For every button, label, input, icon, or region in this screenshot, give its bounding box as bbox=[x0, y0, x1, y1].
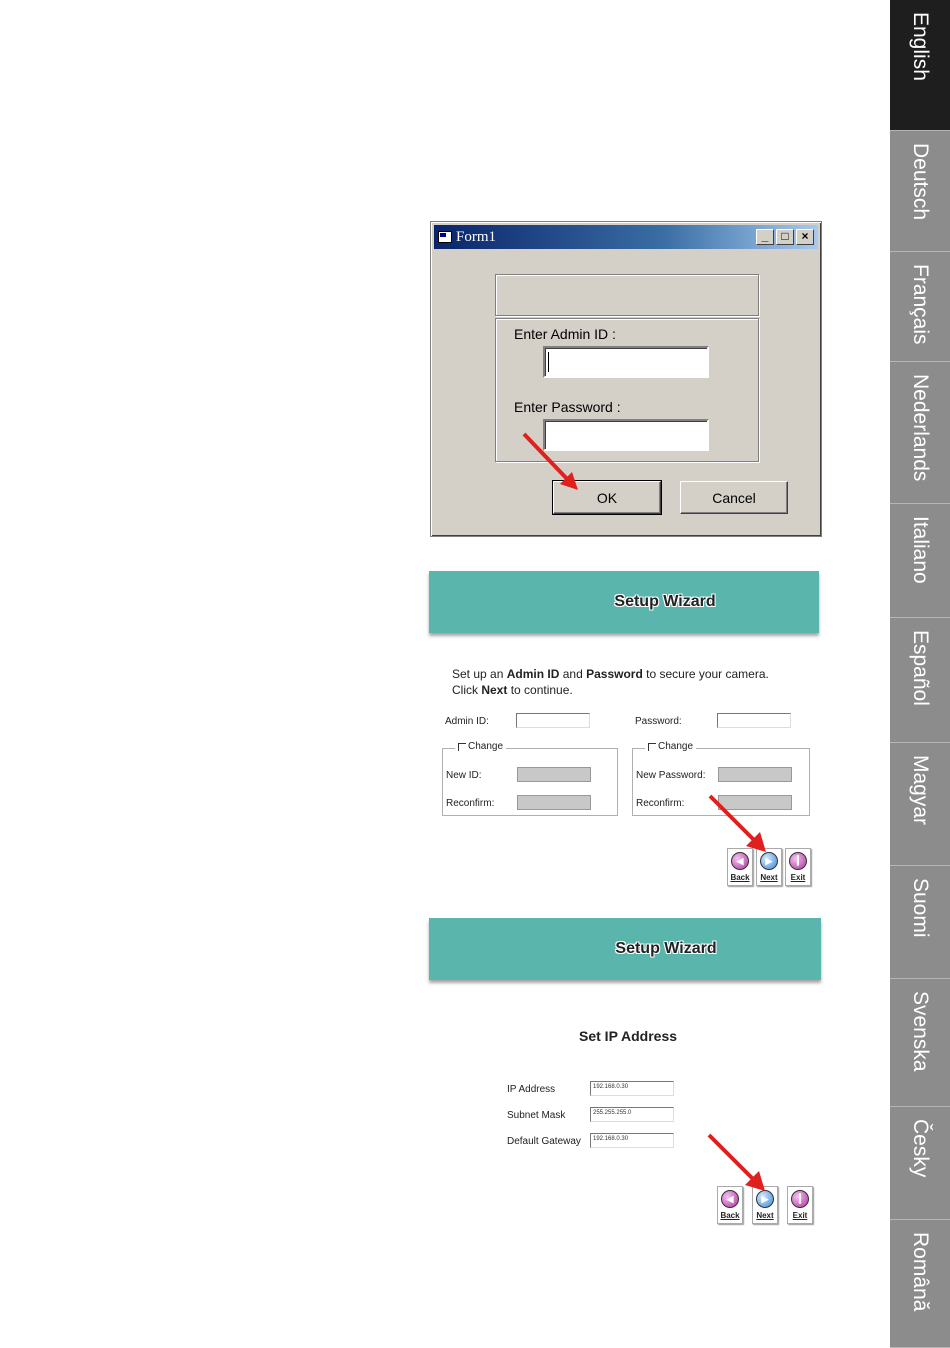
wizard-title: Setup Wizard bbox=[615, 940, 717, 957]
text-caret bbox=[548, 352, 549, 372]
ok-button[interactable]: OK bbox=[553, 481, 661, 514]
cancel-button[interactable]: Cancel bbox=[680, 481, 788, 514]
intro-line-2: Click Next to continue. bbox=[452, 683, 573, 697]
admin-id-input[interactable] bbox=[543, 346, 709, 378]
ip-address-label: IP Address bbox=[507, 1084, 556, 1095]
tab-deutsch[interactable] bbox=[890, 131, 950, 252]
exit-icon bbox=[791, 1190, 809, 1208]
tab-label: Česky bbox=[909, 1119, 932, 1178]
title-bar[interactable] bbox=[434, 225, 818, 249]
exit-label: Exit bbox=[792, 1211, 808, 1220]
new-password-field[interactable] bbox=[718, 767, 792, 782]
subnet-mask-field[interactable] bbox=[590, 1107, 674, 1122]
tab-label: Deutsch bbox=[909, 143, 932, 221]
tab-romana[interactable] bbox=[890, 1220, 950, 1348]
minimize-button[interactable]: _ bbox=[756, 229, 774, 245]
tab-label: Français bbox=[909, 264, 932, 345]
arrow-to-next-icon bbox=[705, 1131, 769, 1195]
tab-cesky[interactable] bbox=[890, 1107, 950, 1220]
form1-dialog bbox=[430, 221, 822, 537]
window-title: Form1 bbox=[456, 228, 497, 245]
tab-suomi[interactable] bbox=[890, 866, 950, 979]
arrow-to-ok-icon bbox=[520, 430, 584, 494]
ip-address-value: 192.168.0.30 bbox=[593, 1084, 629, 1090]
new-id-label: New ID: bbox=[446, 770, 482, 781]
ip-address-field[interactable] bbox=[590, 1081, 674, 1096]
close-button[interactable]: × bbox=[796, 229, 814, 245]
tab-magyar[interactable] bbox=[890, 743, 950, 866]
change-password-legend[interactable] bbox=[645, 741, 696, 752]
default-gateway-label: Default Gateway bbox=[507, 1136, 581, 1147]
tab-nederlands[interactable] bbox=[890, 362, 950, 504]
change-label: Change bbox=[468, 741, 504, 752]
tab-label: Română bbox=[909, 1232, 932, 1312]
reconfirm-id-label: Reconfirm: bbox=[446, 798, 495, 809]
back-label: Back bbox=[720, 1211, 740, 1220]
password-label: Password: bbox=[635, 716, 682, 727]
tab-label: English bbox=[909, 12, 932, 81]
default-gateway-field[interactable] bbox=[590, 1133, 674, 1148]
password-label: Enter Password : bbox=[514, 399, 621, 415]
subnet-mask-label: Subnet Mask bbox=[507, 1110, 566, 1121]
tab-label: Italiano bbox=[909, 516, 932, 584]
tab-francais[interactable] bbox=[890, 252, 950, 362]
new-id-field[interactable] bbox=[517, 767, 591, 782]
tab-english[interactable] bbox=[890, 0, 950, 131]
next-label: Next bbox=[760, 873, 778, 882]
tab-label: Svenska bbox=[909, 991, 932, 1072]
wizard-header bbox=[429, 571, 819, 633]
language-sidebar bbox=[890, 0, 950, 1348]
exit-button[interactable] bbox=[787, 1186, 813, 1224]
maximize-button[interactable]: □ bbox=[776, 229, 794, 245]
tab-label: Español bbox=[909, 630, 932, 706]
wizard-title: Setup Wizard bbox=[614, 593, 716, 610]
change-label: Change bbox=[658, 741, 694, 752]
admin-id-field[interactable] bbox=[516, 713, 590, 728]
intro-line-1: Set up an Admin ID and Password to secure your camera. bbox=[452, 667, 769, 681]
exit-button[interactable] bbox=[785, 848, 811, 886]
tab-label: Magyar bbox=[909, 755, 932, 826]
reconfirm-password-label: Reconfirm: bbox=[636, 798, 685, 809]
tab-label: Suomi bbox=[909, 878, 932, 938]
password-field[interactable] bbox=[717, 713, 791, 728]
window-icon bbox=[438, 231, 452, 243]
arrow-to-next-icon bbox=[706, 792, 770, 856]
admin-id-label: Enter Admin ID : bbox=[514, 326, 616, 342]
tab-label: Nederlands bbox=[909, 374, 932, 482]
change-id-checkbox[interactable] bbox=[458, 743, 466, 751]
new-password-label: New Password: bbox=[636, 770, 706, 781]
tab-italiano[interactable] bbox=[890, 504, 950, 618]
admin-setup-panel bbox=[429, 640, 819, 895]
ip-setup-panel bbox=[429, 986, 821, 1236]
change-id-legend[interactable] bbox=[455, 741, 506, 752]
reconfirm-id-field[interactable] bbox=[517, 795, 591, 810]
header-frame bbox=[495, 274, 759, 316]
change-id-group bbox=[442, 741, 618, 816]
subnet-mask-value: 255.255.255.0 bbox=[593, 1110, 632, 1116]
change-password-checkbox[interactable] bbox=[648, 743, 656, 751]
tab-espanol[interactable] bbox=[890, 618, 950, 743]
section-title: Set IP Address bbox=[579, 1028, 678, 1044]
next-label: Next bbox=[756, 1211, 774, 1220]
admin-id-label: Admin ID: bbox=[445, 716, 489, 727]
exit-icon bbox=[789, 852, 807, 870]
default-gateway-value: 192.168.0.30 bbox=[593, 1136, 629, 1142]
back-label: Back bbox=[730, 873, 750, 882]
exit-label: Exit bbox=[790, 873, 806, 882]
wizard-header bbox=[429, 918, 821, 980]
tab-svenska[interactable] bbox=[890, 979, 950, 1107]
